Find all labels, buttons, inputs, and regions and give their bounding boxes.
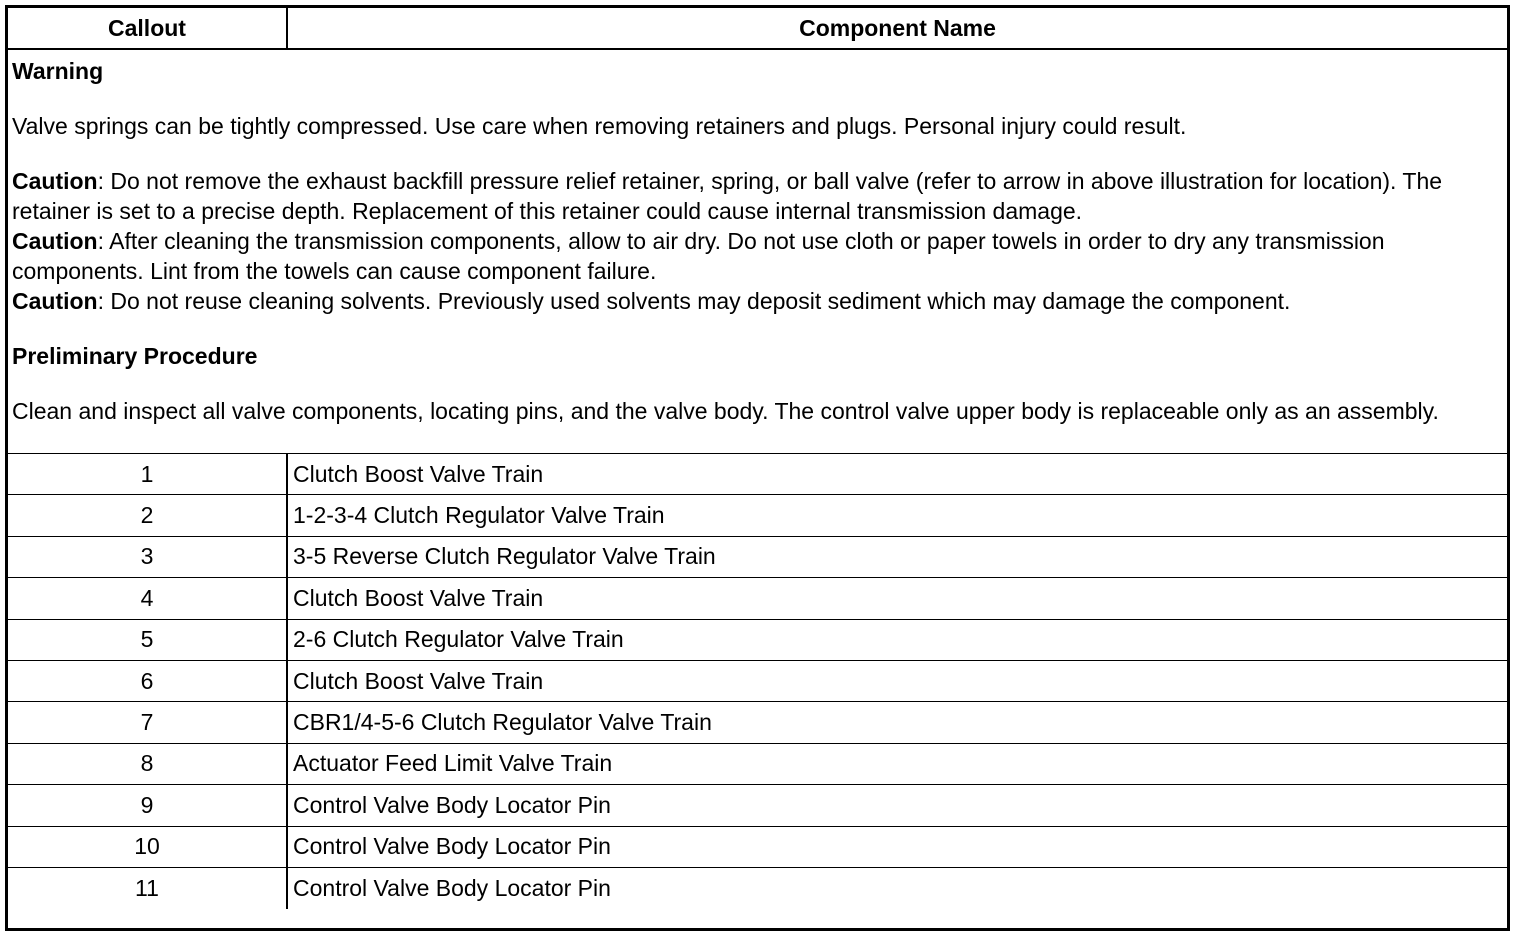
- table-body: [8, 454, 1507, 909]
- component-name-cell: Control Valve Body Locator Pin: [293, 875, 611, 902]
- caution-text: : Do not reuse cleaning solvents. Previously used solvents may deposit sediment which may damage the component.: [97, 288, 1291, 314]
- caution-3: [12, 286, 1503, 316]
- callout-cell: 5: [8, 620, 288, 660]
- callout-cell: 1: [8, 454, 288, 494]
- table-row: [8, 495, 1507, 536]
- notes-section: [8, 50, 1507, 454]
- component-name-cell: Clutch Boost Valve Train: [293, 460, 544, 487]
- component-name-cell: 3-5 Reverse Clutch Regulator Valve Train: [293, 543, 716, 570]
- callout-cell: 9: [8, 785, 288, 825]
- callout-cell: 8: [8, 744, 288, 784]
- procedure-text: Clean and inspect all valve components, locating pins, and the valve body. The control valve upper body is replaceable only as an assembly.: [12, 398, 1439, 424]
- table-row: [8, 620, 1507, 661]
- caution-1: [12, 166, 1503, 226]
- table-row: [8, 744, 1507, 785]
- callout-header: Callout: [8, 8, 288, 48]
- table-row: [8, 702, 1507, 743]
- caution-text: : After cleaning the transmission components, allow to air dry. Do not use cloth or paper towels in order to dry any transmission components. Lint from the towels can cause component failure.: [12, 228, 1385, 284]
- table-grid: [8, 8, 1507, 909]
- caution-2: [12, 226, 1503, 286]
- callout-cell: 3: [8, 537, 288, 577]
- table-row: [8, 785, 1507, 826]
- table-header: [8, 8, 1507, 50]
- warning-text: Valve springs can be tightly compressed. Use care when removing retainers and plugs. Personal injury could result.: [12, 113, 1187, 139]
- component-name-cell: Clutch Boost Valve Train: [293, 584, 544, 611]
- component-name-cell: Clutch Boost Valve Train: [293, 667, 544, 694]
- component-name-cell: CBR1/4-5-6 Clutch Regulator Valve Train: [293, 709, 712, 736]
- caution-label: Caution: [12, 168, 98, 194]
- table-row: [8, 578, 1507, 619]
- component-name-cell: Control Valve Body Locator Pin: [293, 791, 611, 818]
- callout-cell: 11: [8, 868, 288, 909]
- caution-label: Caution: [12, 228, 98, 254]
- callout-cell: 10: [8, 827, 288, 867]
- callout-cell: 2: [8, 495, 288, 535]
- callout-cell: 7: [8, 702, 288, 742]
- callout-cell: 4: [8, 578, 288, 618]
- component-table: [5, 5, 1510, 931]
- component-name-cell: Actuator Feed Limit Valve Train: [293, 750, 613, 777]
- procedure-title: Preliminary Procedure: [12, 343, 258, 369]
- table-row: [8, 537, 1507, 578]
- component-name-cell: Control Valve Body Locator Pin: [293, 833, 611, 860]
- table-row: [8, 454, 1507, 495]
- component-name-cell: 2-6 Clutch Regulator Valve Train: [293, 626, 624, 653]
- table-row: [8, 661, 1507, 702]
- table-row: [8, 827, 1507, 868]
- callout-cell: 6: [8, 661, 288, 701]
- component-name-header: Component Name: [799, 14, 996, 41]
- warning-title: Warning: [12, 58, 104, 84]
- caution-text: : Do not remove the exhaust backfill pressure relief retainer, spring, or ball valve (refer to arrow in above illustration for location). The retainer is set to a precise depth. Replacement of this retainer could cause internal transmission damage.: [12, 168, 1443, 224]
- component-name-cell: 1-2-3-4 Clutch Regulator Valve Train: [293, 502, 665, 529]
- caution-label: Caution: [12, 288, 98, 314]
- table-row: [8, 868, 1507, 909]
